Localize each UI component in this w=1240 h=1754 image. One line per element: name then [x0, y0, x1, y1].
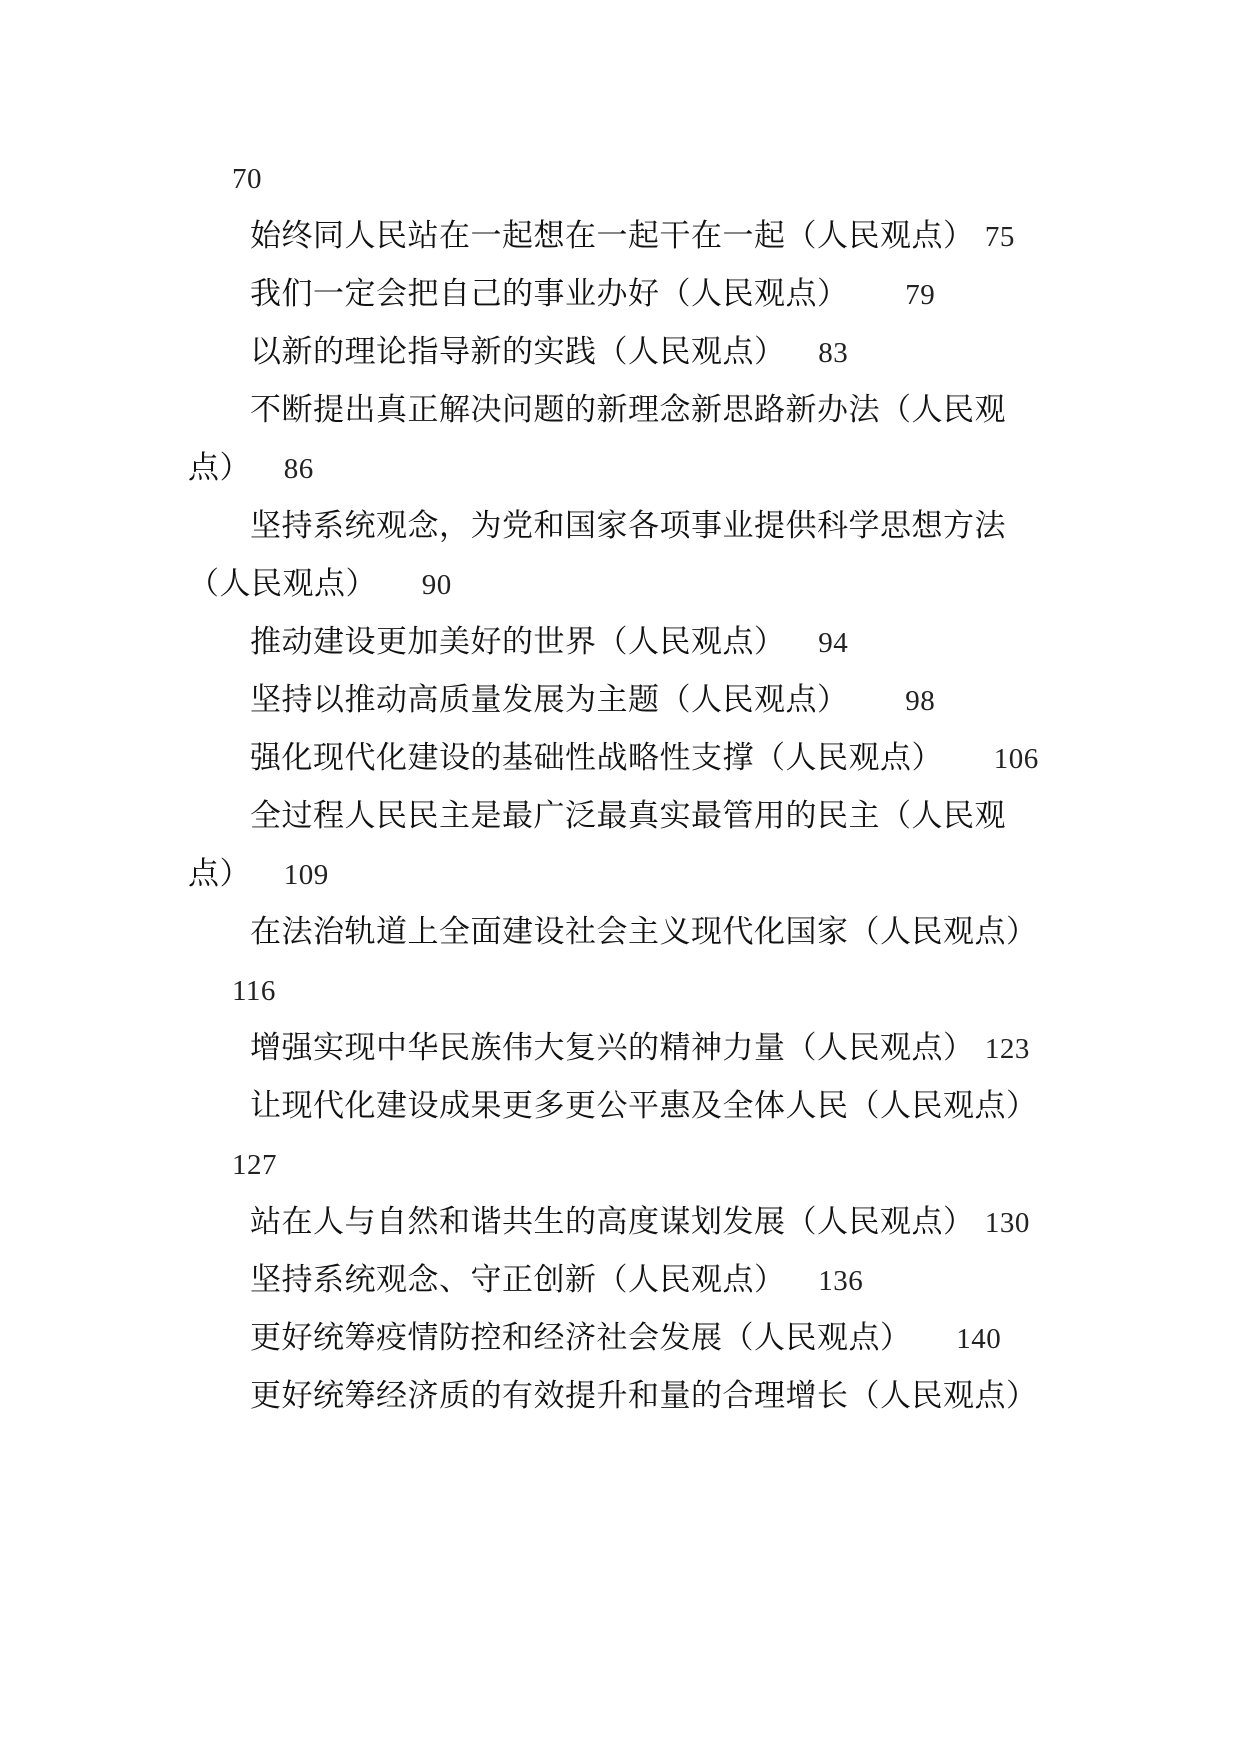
toc-entry-continuation — [188, 564, 452, 605]
toc-entry — [250, 622, 848, 663]
toc-entry — [250, 1260, 863, 1301]
toc-entry-title: 推动建设更加美好的世界（人民观点） — [250, 624, 786, 660]
toc-entry-title: 坚持以推动高质量发展为主题（人民观点） — [250, 682, 849, 718]
toc-page-number: 94 — [818, 627, 849, 659]
toc-entry — [250, 390, 1006, 430]
toc-entry-title: 坚持系统观念，为党和国家各项事业提供科学思想方法 — [250, 508, 1006, 544]
toc-entry-title: 坚持系统观念、守正创新（人民观点） — [250, 1262, 786, 1298]
toc-page-number: 90 — [421, 569, 452, 601]
toc-entry-title: 增强实现中华民族伟大复兴的精神力量（人民观点） — [250, 1030, 975, 1066]
toc-entry — [250, 1376, 1038, 1416]
toc-entry-title: 以新的理论指导新的实践（人民观点） — [250, 334, 786, 370]
toc-entry-title: 站在人与自然和谐共生的高度谋划发展（人民观点） — [250, 1204, 975, 1240]
toc-entry — [250, 216, 1015, 257]
toc-entry — [250, 680, 935, 721]
toc-page-number: 86 — [283, 453, 314, 485]
toc-entry-continuation — [188, 448, 314, 489]
toc-entry-title: 更好统筹经济质的有效提升和量的合理增长（人民观点） — [250, 1378, 1038, 1414]
toc-page-number: 106 — [993, 743, 1039, 775]
toc-entry — [250, 1086, 1038, 1126]
toc-entry-title: 更好统筹疫情防控和经济社会发展（人民观点） — [250, 1320, 912, 1356]
toc-page-number-line — [232, 1144, 277, 1185]
toc-page-number: 127 — [232, 1149, 277, 1181]
toc-entry — [250, 332, 848, 373]
toc-entry — [250, 1318, 1001, 1359]
toc-page-number: 136 — [818, 1265, 864, 1297]
toc-entry-continuation — [188, 854, 329, 895]
toc-entry — [250, 274, 935, 315]
toc-entry-title: 全过程人民民主是最广泛最真实最管用的民主（人民观 — [250, 798, 1006, 834]
toc-entry-title: 我们一定会把自己的事业办好（人民观点） — [250, 276, 849, 312]
toc-entry-title: 让现代化建设成果更多更公平惠及全体人民（人民观点） — [250, 1088, 1038, 1124]
toc-page-number: 79 — [905, 279, 936, 311]
toc-entry-title: 点） — [188, 450, 251, 486]
toc-entry-title: （人民观点） — [188, 566, 377, 602]
toc-page-number: 116 — [232, 975, 276, 1007]
toc-page-number: 70 — [232, 163, 262, 195]
toc-entry-title: 点） — [188, 856, 251, 892]
toc-entry — [250, 1202, 1030, 1243]
toc-page-number: 75 — [984, 221, 1015, 253]
toc-entry-title: 在法治轨道上全面建设社会主义现代化国家（人民观点） — [250, 914, 1038, 950]
toc-entry — [250, 796, 1006, 836]
toc-page-number: 98 — [905, 685, 936, 717]
toc-entry-title: 强化现代化建设的基础性战略性支撑（人民观点） — [250, 740, 943, 776]
toc-page-number-line — [232, 158, 262, 199]
toc-page-number: 123 — [984, 1033, 1030, 1065]
toc-page-number: 130 — [984, 1207, 1030, 1239]
toc-page-number: 83 — [818, 337, 849, 369]
toc-entry-title: 始终同人民站在一起想在一起干在一起（人民观点） — [250, 218, 975, 254]
toc-page-number-line — [232, 970, 276, 1011]
toc-entry — [250, 912, 1038, 952]
toc-page-number: 140 — [956, 1323, 1002, 1355]
toc-entry — [250, 506, 1006, 546]
toc-page-number: 109 — [283, 859, 329, 891]
toc-entry — [250, 738, 1039, 779]
toc-entry-title: 不断提出真正解决问题的新理念新思路新办法（人民观 — [250, 392, 1006, 428]
toc-entry — [250, 1028, 1030, 1069]
